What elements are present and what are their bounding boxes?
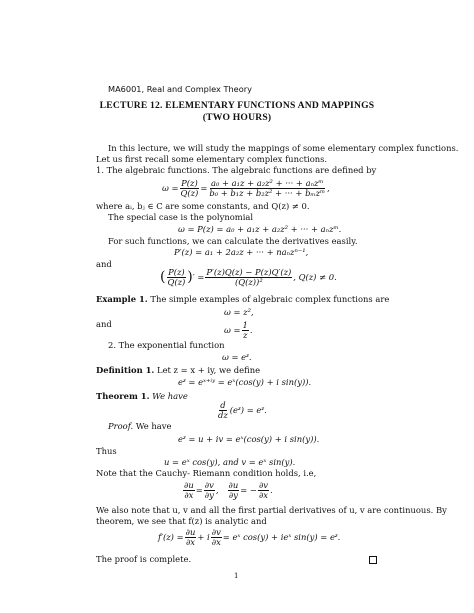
- definition-1: [96, 365, 260, 375]
- equation-f-prime: [158, 524, 340, 550]
- equation-cauchy-riemann: [182, 477, 273, 503]
- paragraph: and: [96, 319, 112, 329]
- paragraph: For such functions, we can calculate the derivatives easily.: [108, 236, 358, 246]
- period: .: [249, 325, 253, 335]
- period: .: [270, 485, 273, 495]
- paren-close: ): [187, 269, 193, 285]
- equation-exp-derivative: [216, 398, 267, 422]
- theorem-1: [96, 391, 188, 401]
- numerator: ∂v: [258, 479, 268, 490]
- paragraph: and: [96, 259, 112, 269]
- numerator: ∂u: [184, 479, 194, 490]
- example-label: Example 1.: [96, 294, 148, 304]
- numerator: ∂u: [185, 526, 196, 537]
- denominator: Q(z): [180, 187, 199, 198]
- denominator: ∂x: [185, 536, 196, 547]
- numerator: ∂v: [204, 479, 214, 490]
- theorem-text: We have: [152, 391, 188, 401]
- equation-polynomial: ω = P(z) = a₀ + a₁z + a₂z² + ··· + aₙzᵐ.: [178, 224, 342, 234]
- numerator: P′(z)Q(z) − P(z)Q′(z): [206, 266, 292, 277]
- paren-open: (: [160, 269, 166, 285]
- definition-label: Definition 1.: [96, 365, 155, 375]
- equals: =: [195, 485, 203, 495]
- fraction: [166, 268, 186, 287]
- fraction: [205, 268, 292, 287]
- numerator: P(z): [181, 177, 198, 188]
- definition-text: Let z = x + iy, we define: [157, 365, 261, 375]
- paragraph: Let us first recall some elementary complex functions.: [96, 154, 328, 164]
- equation-z-squared: ω = z²,: [224, 307, 254, 317]
- course-header: MA6001, Real and Complex Theory: [108, 84, 252, 94]
- denominator: ∂y: [228, 489, 238, 500]
- denominator: dz: [218, 409, 228, 420]
- equation-algebraic-function: [162, 176, 330, 200]
- proof-text: We have: [135, 421, 172, 431]
- equals: =: [200, 183, 208, 193]
- proof-intro: [108, 421, 171, 431]
- paragraph: 2. The exponential function: [108, 340, 225, 350]
- fraction: [185, 528, 197, 547]
- fraction: [208, 179, 326, 198]
- paragraph: Note that the Cauchy- Riemann condition holds, i.e,: [96, 468, 317, 478]
- fraction: [180, 179, 200, 198]
- fraction: [228, 481, 240, 500]
- numerator: ∂v: [211, 526, 221, 537]
- numerator: P(z): [168, 266, 185, 277]
- fraction: [204, 481, 215, 500]
- equation-u-v: u = eˣ cos(y), and v = eˣ sin(y).: [164, 457, 296, 467]
- denominator: ∂x: [258, 489, 268, 500]
- fraction: [217, 401, 229, 420]
- eq-lhs: f′(z) =: [158, 532, 184, 542]
- plus-i: + i: [197, 532, 210, 542]
- eq-lhs: ω =: [162, 183, 179, 193]
- numerator: d: [220, 399, 226, 410]
- fraction: [211, 528, 222, 547]
- equation-one-over-z: [224, 318, 253, 342]
- denominator: ∂x: [211, 536, 221, 547]
- fraction: [258, 481, 269, 500]
- eq-rest: (eᶻ) = eᶻ.: [229, 405, 267, 415]
- theorem-label: Theorem 1.: [96, 391, 150, 401]
- denominator: ∂x: [184, 489, 194, 500]
- fraction: [183, 481, 195, 500]
- paragraph: The proof is complete.: [96, 554, 192, 564]
- numerator: 1: [242, 319, 248, 330]
- equation-derivative: P′(z) = a₁ + 2a₂z + ··· + naₙzⁿ⁻¹,: [174, 247, 309, 257]
- lecture-title: LECTURE 12. ELEMENTARY FUNCTIONS AND MAPPINGS: [99, 100, 375, 111]
- fraction: [242, 321, 249, 340]
- denominator: b₀ + b₁z + b₂z² + ··· + bₘzᵐ: [209, 187, 326, 198]
- prime-equals: ′ =: [192, 272, 205, 282]
- denominator: z: [242, 329, 248, 340]
- paragraph: Thus: [96, 446, 117, 456]
- example-1: [96, 294, 389, 304]
- paragraph: where aᵢ, bⱼ ∈ C are some constants, and Q(z) ≠ 0.: [96, 201, 310, 211]
- numerator: a₀ + a₁z + a₂z² + ··· + aₙzᵐ: [210, 177, 324, 188]
- comma: ,: [215, 485, 219, 495]
- proof-label: Proof.: [108, 421, 134, 431]
- equation-exp-definition: eᶻ = eˣ⁺ⁱʸ = eˣ(cos(y) + i sin(y)).: [178, 377, 312, 387]
- equation-exponential: ω = eᶻ.: [222, 352, 252, 362]
- denominator: Q(z): [167, 276, 186, 287]
- paragraph: 1. The algebraic functions. The algebraic functions are defined by: [96, 165, 377, 175]
- numerator: ∂u: [228, 479, 239, 490]
- eq-lhs: ω =: [224, 325, 241, 335]
- condition: , Q(z) ≠ 0.: [293, 272, 337, 282]
- comma: ,: [327, 183, 330, 193]
- equation-exp-real-imag: eᶻ = u + iv = eˣ(cos(y) + i sin(y)).: [178, 434, 320, 444]
- paragraph: theorem, we see that f(z) is analytic and: [96, 516, 267, 526]
- eq-rest: = eˣ cos(y) + ieˣ sin(y) = eᶻ.: [222, 532, 341, 542]
- qed-square-icon: [369, 556, 377, 564]
- page-number: 1: [234, 572, 239, 580]
- equals-minus: = −: [240, 485, 257, 495]
- lecture-title-sub: (TWO HOURS): [202, 112, 272, 123]
- paragraph: In this lecture, we will study the mappings of some elementary complex functions.: [108, 143, 459, 153]
- example-text: The simple examples of algebraic complex functions are: [150, 294, 390, 304]
- equation-quotient-rule: [160, 264, 337, 290]
- paragraph: The special case is the polynomial: [108, 212, 254, 222]
- paragraph: We also note that u, v and all the first partial derivatives of u, v are continuous. By: [96, 505, 447, 515]
- denominator: ∂y: [204, 489, 214, 500]
- denominator: (Q(z))²: [234, 276, 263, 287]
